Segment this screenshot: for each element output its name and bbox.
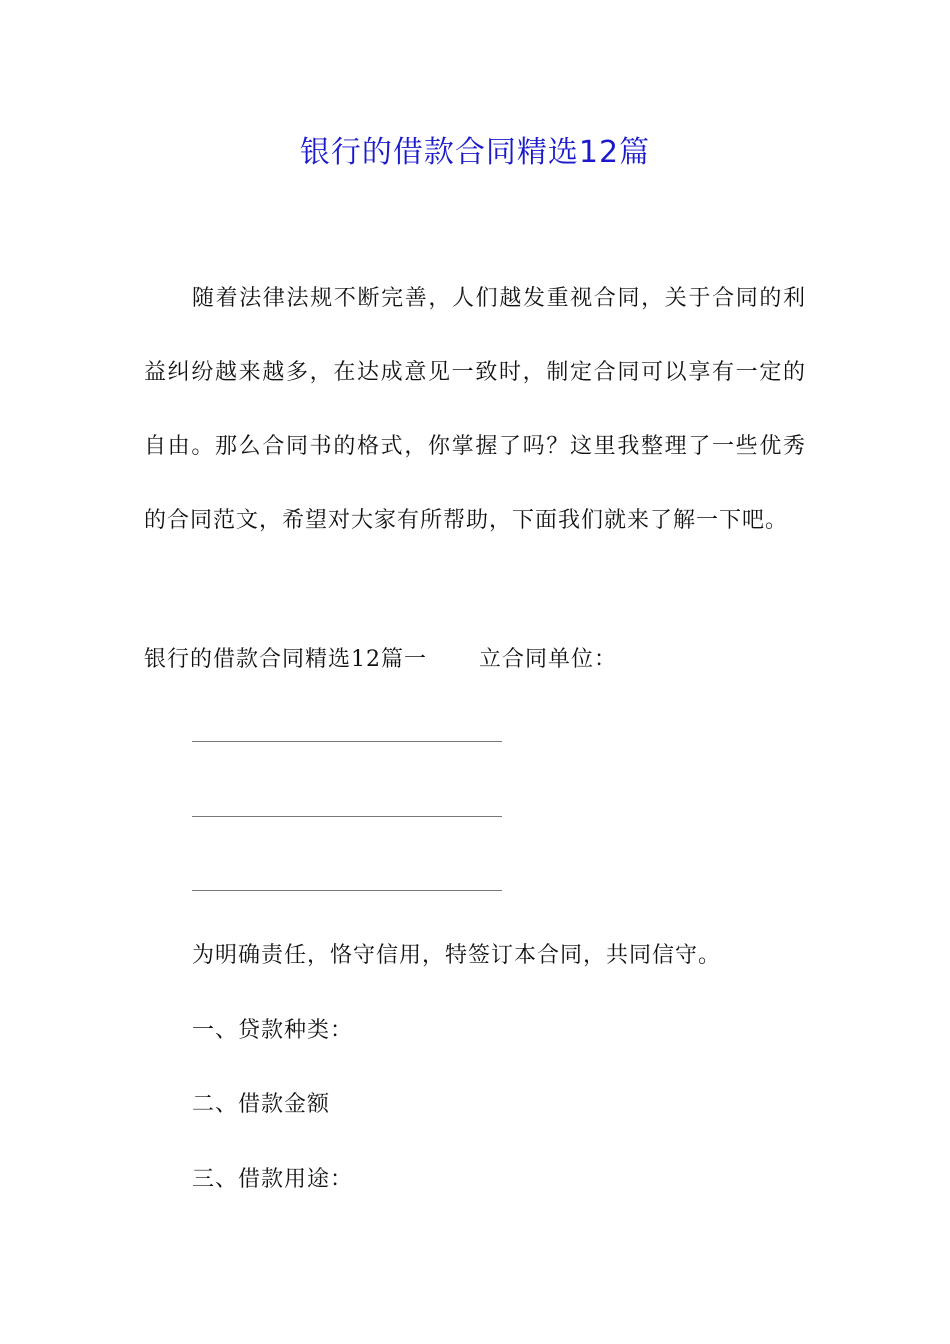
contract-statement: 为明确责任，恪守信用，特签订本合同，共同信守。	[192, 943, 722, 968]
blank-line-3	[192, 890, 502, 891]
section-heading-line	[144, 638, 806, 682]
section-title: 银行的借款合同精选12篇一	[144, 647, 427, 672]
document-title: 银行的借款合同精选12篇	[299, 135, 651, 170]
clause-item: 二、借款金额	[192, 1092, 331, 1117]
intro-paragraph: 随着法律法规不断完善，人们越发重视合同，关于合同的利益纠纷越来越多，在达成意见一致时，制定合同可以享有一定的自由。那么合同书的格式，你掌握了吗？这里我整理了一些优秀的合同范文，希望对大家有所帮助，下面我们就来了解一下吧。	[144, 286, 806, 533]
blank-line-2	[192, 816, 502, 817]
party-label: 立合同单位：	[479, 647, 618, 672]
clause-item: 三、借款用途：	[192, 1167, 354, 1192]
clause-item: 一、贷款种类：	[192, 1018, 354, 1043]
blank-line-1	[192, 741, 502, 742]
